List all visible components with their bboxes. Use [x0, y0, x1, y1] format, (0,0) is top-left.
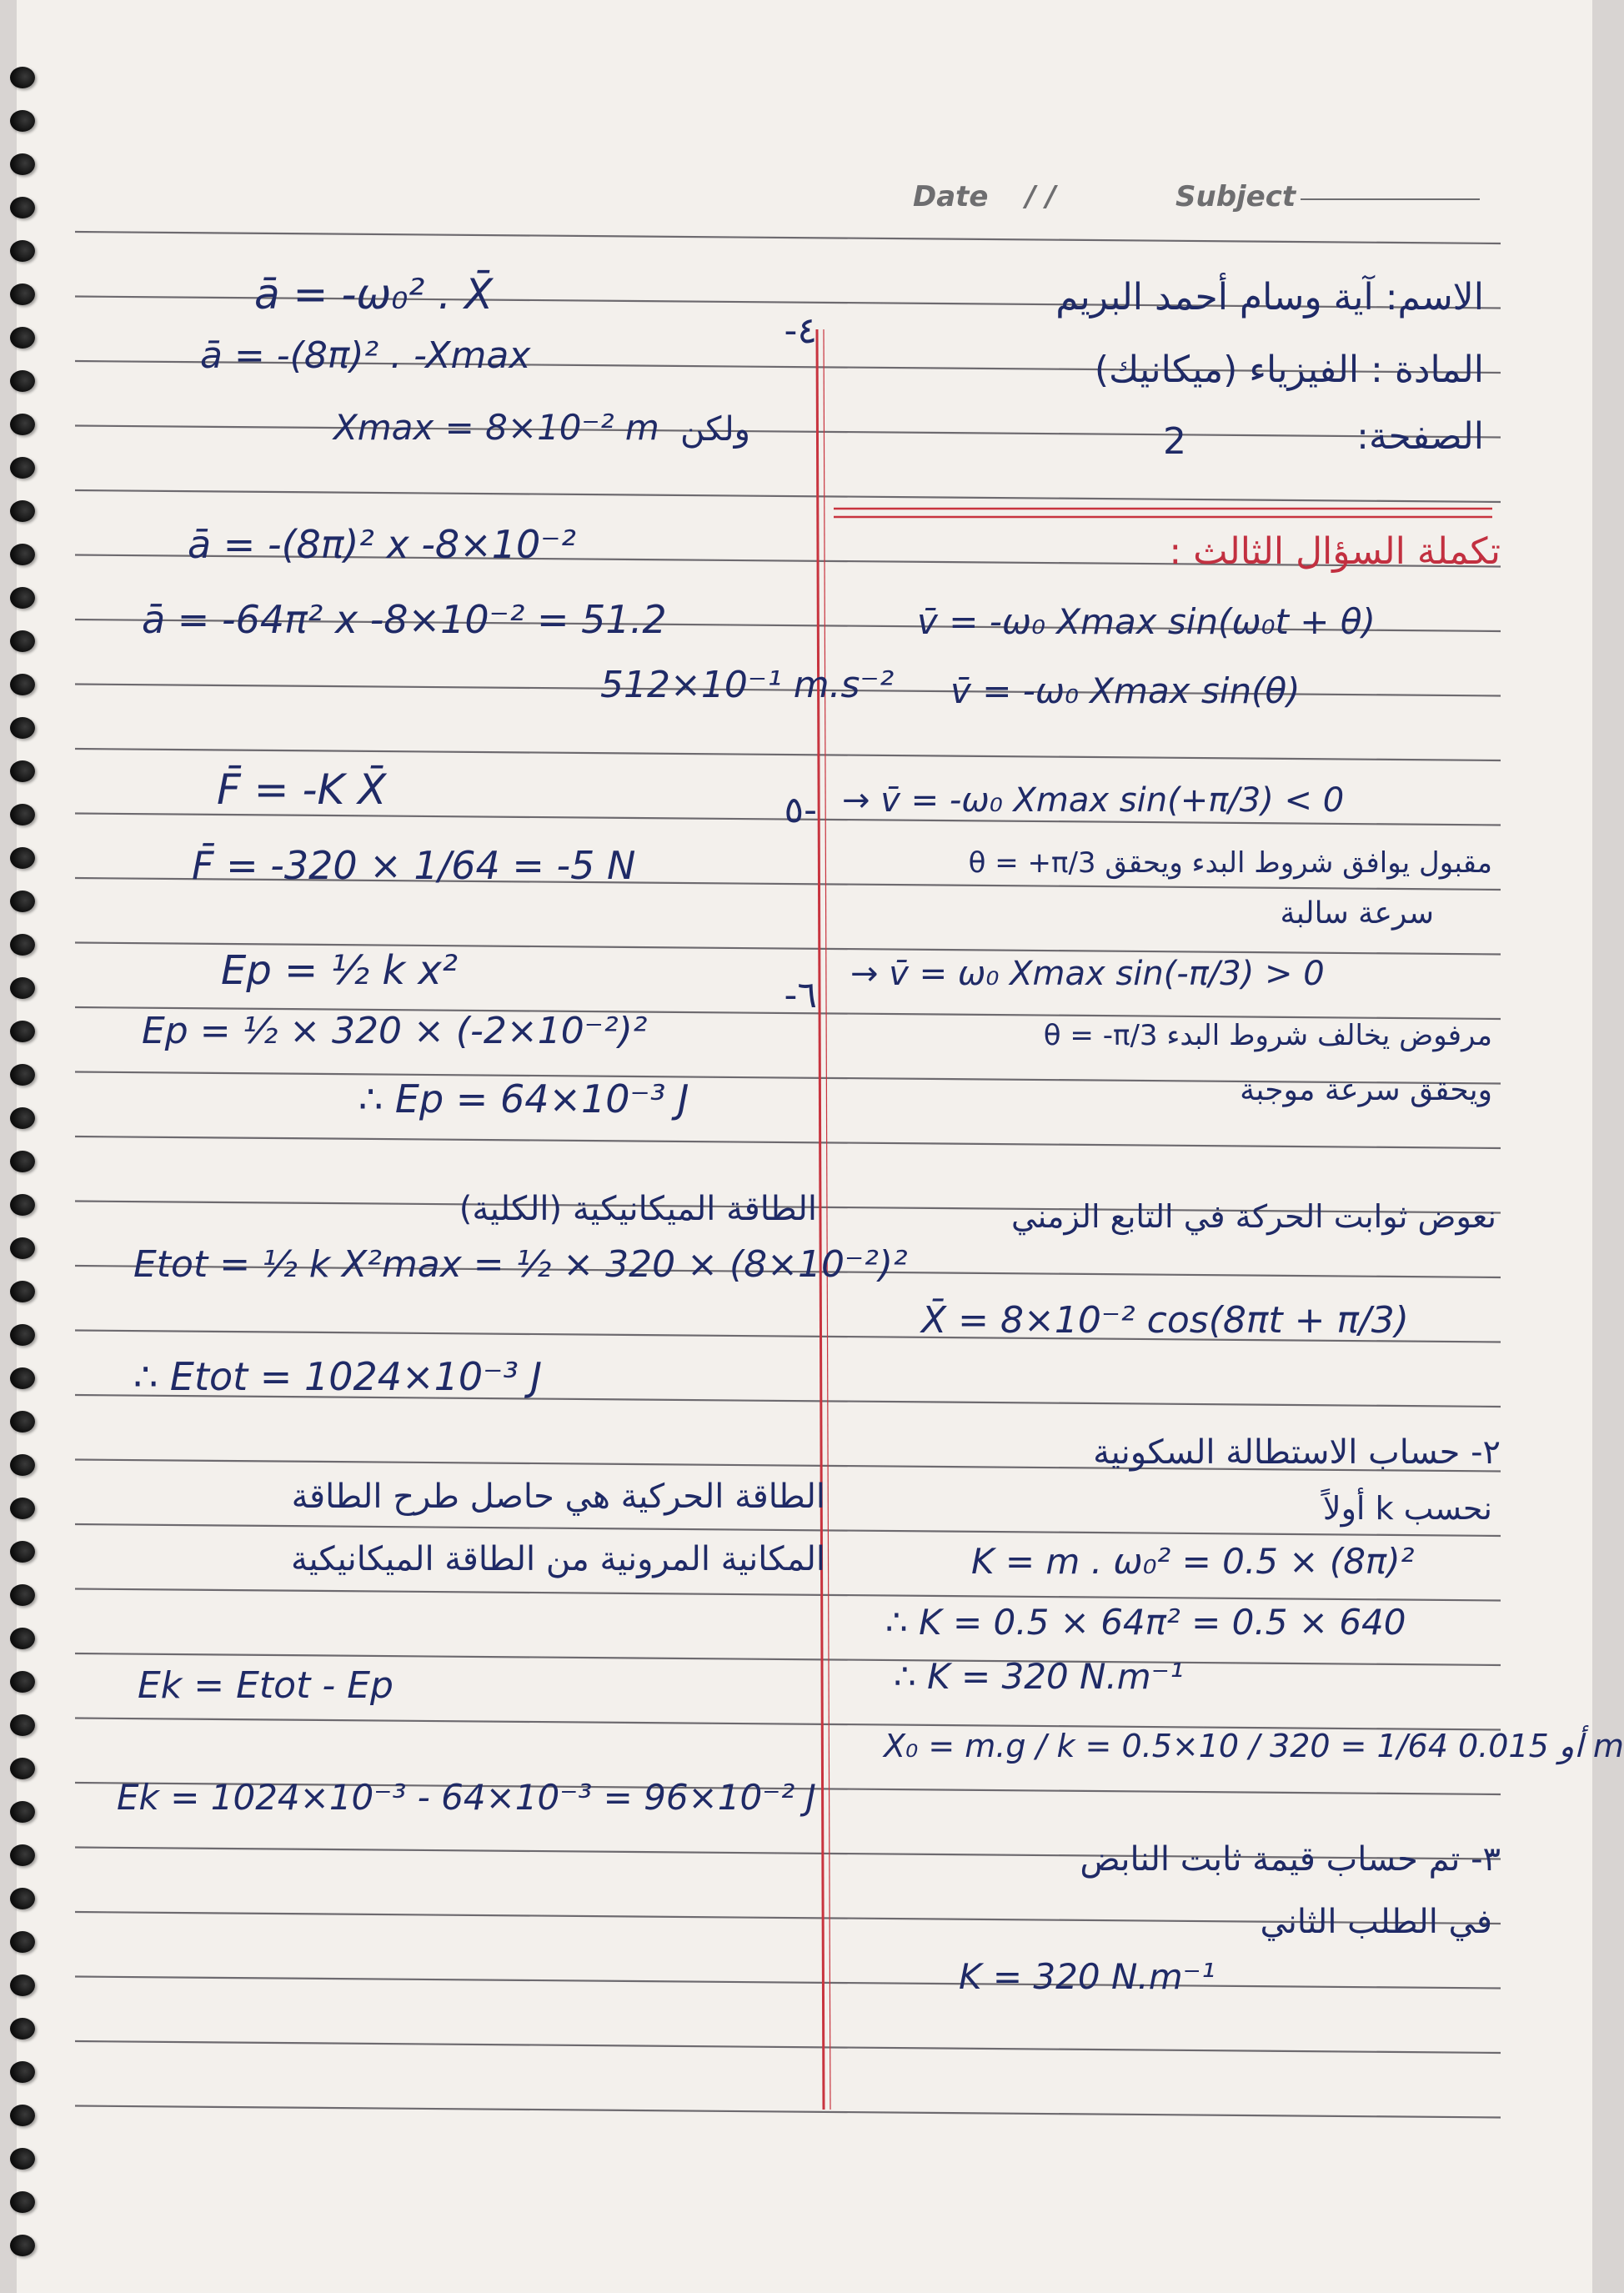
kinetic-heading-2: المكانية المرونية من الطاقة الميكانيكية [291, 1540, 825, 1578]
spiral-hole [10, 1237, 35, 1259]
case1-note: مقبول يوافق شروط البدء ويحقق θ = +π/3 [968, 846, 1492, 880]
q2-heading: ٢- حساب الاستطالة السكونية [1093, 1433, 1501, 1472]
q3-heading-2: في الطلب الثاني [1260, 1903, 1492, 1941]
q4-line-6: 512×10⁻¹ m.s⁻² [600, 664, 895, 706]
velocity-eq-2: v̄ = -ω₀ Xmax sin(θ) [950, 670, 1301, 711]
spiral-hole [10, 1931, 35, 1953]
spiral-hole [10, 977, 35, 999]
energy-line-2: ∴ Etot = 1024×10⁻³ J [133, 1354, 543, 1399]
page-label: الصفحة: [1356, 415, 1484, 458]
spiral-hole [10, 2105, 35, 2126]
kinetic-line-1: Ek = Etot - Ep [138, 1664, 393, 1707]
q2-line-3: ∴ K = 320 N.m⁻¹ [894, 1656, 1184, 1697]
energy-line-1: Etot = ½ k X²max = ½ × 320 × (8×10⁻²)² [133, 1243, 908, 1286]
q6-line-3: ∴ Ep = 64×10⁻³ J [358, 1076, 689, 1121]
spiral-hole [10, 67, 35, 88]
page-number: 2 [1163, 420, 1186, 463]
q2-line-2: ∴ K = 0.5 × 64π² = 0.5 × 640 [885, 1602, 1406, 1643]
spiral-hole [10, 1107, 35, 1129]
kinetic-line-2: Ek = 1024×10⁻³ - 64×10⁻³ = 96×10⁻² J [117, 1777, 816, 1818]
spiral-hole [10, 197, 35, 218]
spiral-hole [10, 2235, 35, 2256]
spiral-hole [10, 1541, 35, 1563]
spiral-hole [10, 1671, 35, 1693]
spiral-hole [10, 2061, 35, 2083]
red-margin-line [817, 329, 824, 2110]
spiral-hole [10, 1888, 35, 1909]
kinetic-heading: الطاقة الحركية هي حاصل طرح الطاقة [291, 1478, 825, 1516]
spiral-hole [10, 891, 35, 912]
q5-line-2: F̄ = -320 × 1/64 = -5 N [192, 843, 636, 888]
ruled-line [75, 749, 1501, 760]
ruled-line [75, 426, 1501, 438]
q6-number: ٦- [784, 974, 817, 1016]
spiral-hole [10, 457, 35, 479]
ruled-line [75, 2106, 1501, 2118]
date-slashes: / / [1025, 180, 1056, 213]
spiral-hole [10, 153, 35, 175]
spiral-hole [10, 2191, 35, 2213]
spiral-hole [10, 240, 35, 262]
ruled-line [75, 2041, 1501, 2053]
spiral-hole [10, 1454, 35, 1476]
spiral-hole [10, 2148, 35, 2170]
case2-note-2: ويحقق سرعة موجبة [1240, 1073, 1492, 1107]
ruled-line [75, 232, 1501, 243]
spiral-hole [10, 1584, 35, 1606]
spiral-hole [10, 587, 35, 609]
spiral-hole [10, 1628, 35, 1649]
spiral-hole [10, 1714, 35, 1736]
q2-sub: نحسب k أولاً [1322, 1490, 1492, 1527]
spiral-hole [10, 847, 35, 869]
course-name: المادة : الفيزياء (ميكانيك) [1094, 349, 1484, 391]
position-function: X̄ = 8×10⁻² cos(8πt + π/3) [921, 1299, 1409, 1342]
spiral-hole [10, 804, 35, 825]
spiral-hole [10, 414, 35, 435]
q2-line-1: K = m . ω₀² = 0.5 × (8π)² [971, 1541, 1415, 1582]
q6-line-1: Ep = ½ k x² [221, 947, 459, 994]
q3-result: K = 320 N.m⁻¹ [959, 1956, 1215, 1997]
ruled-line [75, 1136, 1501, 1148]
spiral-hole [10, 1367, 35, 1389]
q6-line-2: Ep = ½ × 320 × (-2×10⁻²)² [142, 1010, 648, 1052]
q3-heading: ٣- تم حساب قيمة ثابت النابض [1080, 1840, 1501, 1879]
velocity-eq-1: v̄ = -ω₀ Xmax sin(ω₀t + θ) [917, 601, 1376, 642]
ruled-line [75, 1589, 1501, 1601]
spiral-hole [10, 1194, 35, 1216]
ruled-line [75, 1653, 1501, 1665]
spiral-hole [10, 760, 35, 782]
spiral-hole [10, 370, 35, 392]
case1-equation: → v̄ = -ω₀ Xmax sin(+π/3) < 0 [842, 781, 1345, 820]
q4-number: ٤- [784, 309, 817, 352]
q4-line-1: ā = -ω₀² . X̄ [254, 270, 494, 319]
spiral-hole [10, 1151, 35, 1172]
spiral-hole [10, 327, 35, 349]
q4-line-4: ā = -(8π)² x -8×10⁻² [188, 522, 576, 567]
ruled-line [75, 1524, 1501, 1536]
spiral-hole [10, 1498, 35, 1519]
q4-line-5: ā = -64π² x -8×10⁻² = 51.2 [142, 597, 667, 642]
spiral-hole [10, 630, 35, 652]
spiral-hole [10, 1064, 35, 1086]
q5-line-1: F̄ = -K X̄ [217, 765, 387, 814]
spiral-hole [10, 1801, 35, 1823]
energy-heading: الطاقة الميكانيكية (الكلية) [459, 1190, 817, 1228]
spiral-hole [10, 1758, 35, 1779]
spiral-hole [10, 1844, 35, 1866]
q4-line-3: Xmax = 8×10⁻² m [333, 407, 659, 448]
case1-note-2: سرعة سالبة [1280, 896, 1434, 931]
continuation-title: تكملة السؤال الثالث : [1169, 530, 1501, 573]
case2-equation: → v̄ = ω₀ Xmax sin(-π/3) > 0 [850, 955, 1325, 993]
subject-label: Subject [1175, 180, 1296, 213]
substitute-note: نعوض ثوابت الحركة في التابع الزمني [1010, 1198, 1496, 1235]
q4-note: ولكن [679, 410, 750, 449]
case2-note: مرفوض يخالف شروط البدء θ = -π/3 [1043, 1019, 1492, 1052]
spiral-hole [10, 674, 35, 695]
spiral-hole [10, 1974, 35, 1996]
ruled-line [75, 490, 1501, 502]
spiral-hole [10, 283, 35, 305]
spiral-hole [10, 544, 35, 565]
spiral-hole [10, 1021, 35, 1042]
ruled-line [75, 1977, 1501, 1989]
spiral-hole [10, 934, 35, 956]
spiral-hole [10, 1324, 35, 1346]
student-name: الاسم: آية وسام أحمد البريم [1055, 276, 1484, 319]
q5-number: -٥ [784, 789, 817, 831]
q4-line-2: ā = -(8π)² . -Xmax [200, 334, 531, 377]
spiral-hole [10, 1411, 35, 1432]
spiral-hole [10, 110, 35, 132]
q2-line-4: X₀ = m.g / k = 0.5×10 / 320 = 1/64 أو 0.015 m [884, 1728, 1624, 1764]
notebook-page [17, 0, 1624, 2293]
spiral-hole [10, 2018, 35, 2040]
spiral-hole [10, 500, 35, 522]
spiral-hole [10, 717, 35, 739]
spiral-hole [10, 1281, 35, 1302]
date-label: Date [913, 180, 989, 213]
